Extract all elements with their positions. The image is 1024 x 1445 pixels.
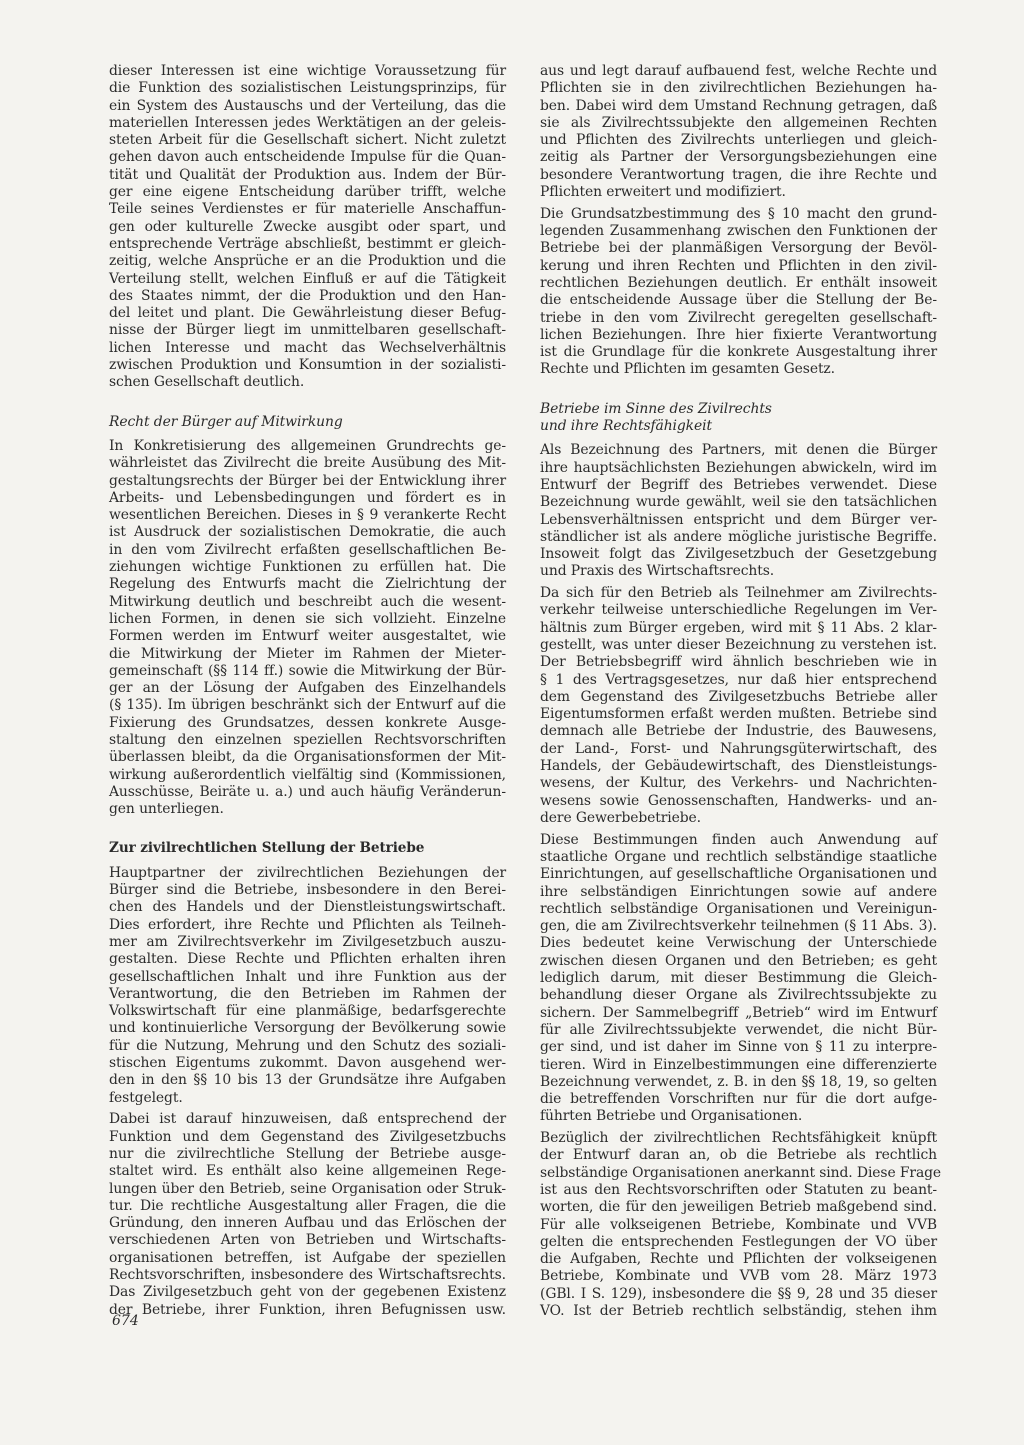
text-line: Das Zivilgesetzbuch geht von der gegebenen Existenz	[109, 1284, 506, 1301]
text-line: gesellschaftlichen Inhalt und ihre Funktion aus der	[109, 968, 506, 985]
text-line: gemeinschaft (§§ 114 ff.) sowie die Mitwirkung der Bür-	[109, 662, 506, 679]
paragraph	[109, 63, 506, 392]
text-line: Mitwirkung deutlich und beschreibt auch die wesent-	[109, 593, 506, 610]
paragraph	[540, 585, 937, 827]
text-line: behandlung dieser Organe als Zivilrechtssubjekte zu	[540, 987, 937, 1004]
text-line: für alle Zivilrechtssubjekte verwendet, die nicht Bür-	[540, 1021, 937, 1038]
text-line: (§ 135). Im übrigen beschränkt sich der Entwurf auf die	[109, 697, 506, 714]
text-line: ihre hauptsächlichsten Beziehungen abwickeln, wird im	[540, 459, 937, 476]
text-line: organisationen betreffen, ist Aufgabe der speziellen	[109, 1249, 506, 1266]
text-line: Pflichten erweitert und modifiziert.	[540, 184, 786, 201]
text-line: rechtlich selbständige Organisationen und Vereinigun-	[540, 900, 937, 917]
text-line: Volkswirtschaft für eine planmäßige, bedarfsgerechte	[109, 1003, 506, 1020]
text-line: mer am Zivilrechtsverkehr im Zivilgesetzbuch auszu-	[109, 933, 506, 950]
text-line: kerung und ihren Rechten und Pflichten in den zivil-	[540, 257, 937, 274]
text-line: Betriebe, Kombinate und VVB vom 28. März 1973	[540, 1268, 937, 1285]
text-line: sie als Zivilrechtssubjekte den allgemeinen Rechten	[540, 114, 937, 131]
text-line: In Konkretisierung des allgemeinen Grundrechts ge-	[109, 437, 506, 454]
text-line: selbständige Organisationen anerkannt sind. Diese Frage	[540, 1164, 942, 1181]
paragraph	[540, 832, 937, 1126]
text-line: Regelung des Entwurfs macht die Zielrichtung der	[109, 576, 506, 593]
heading-line: und ihre Rechtsfähigkeit	[540, 418, 712, 435]
text-line: und Pflichten des Zivilrechts unterliegen und gleich-	[540, 132, 937, 149]
text-line: gelten die entsprechenden Festlegungen der VO über	[540, 1233, 937, 1250]
text-line: Dies bedeutet keine Verwischung der Unterschiede	[540, 935, 937, 952]
text-line: zwischen Produktion und Konsumtion in der sozialisti-	[109, 357, 506, 374]
paragraph	[109, 1111, 506, 1319]
text-line: Funktion und dem Gegenstand des Zivilgesetzbuchs	[109, 1128, 506, 1145]
text-line: gen oder kulturelle Zwecke ausgibt oder spart, und	[109, 218, 506, 235]
text-line: des Staates nimmt, der die Produktion und den Han-	[109, 287, 506, 304]
text-line: VO. Ist der Betrieb rechtlich selbständig, stehen ihm	[540, 1303, 937, 1320]
text-line: gestalten. Diese Rechte und Pflichten erhalten ihren	[109, 951, 506, 968]
text-line: zeitig, welche Ansprüche er an die Produktion und die	[109, 253, 506, 270]
text-line: besondere Verantwortung tragen, die ihre Rechte und	[540, 166, 937, 183]
text-line: verkehr teilweise unterschiedliche Regelungen im Ver-	[540, 602, 937, 619]
text-line: gen, die am Zivilrechtsverkehr teilnehmen (§ 11 Abs. 3).	[540, 918, 937, 935]
text-line: Die Grundsatzbestimmung des § 10 macht den grund-	[540, 205, 937, 222]
text-line: dere Gewerbebetriebe.	[540, 809, 701, 826]
text-line: Dabei ist darauf hinzuweisen, daß entsprechend der	[109, 1111, 506, 1128]
text-line: Pflichten sie in den zivilrechtlichen Beziehungen ha-	[540, 80, 937, 97]
paragraph	[540, 1130, 942, 1320]
text-line: ihre selbständigen Einrichtungen sowie auf andere	[540, 883, 937, 900]
text-line: Diese Bestimmungen finden auch Anwendung auf	[540, 831, 937, 848]
text-line: der Entwurf daran an, ob die Betriebe als rechtlich	[540, 1147, 937, 1164]
text-line: Insoweit folgt das Zivilgesetzbuch der Gesetzgebung	[540, 546, 937, 563]
text-line: hältnis zum Bürger ergeben, wird mit § 11 Abs. 2 klar-	[540, 619, 937, 636]
text-line: rechtlichen Beziehungen deutlich. Er enthält insoweit	[540, 274, 937, 291]
page-number: 674	[112, 1313, 139, 1329]
section-heading	[109, 840, 506, 857]
text-line: Ausschüsse, Beiräte u. a.) und auch häufig Veränderun-	[109, 783, 506, 800]
text-line: tität und Qualität der Produktion aus. Indem der Bür-	[109, 166, 506, 183]
text-line: ger an der Lösung der Aufgaben des Einzelhandels	[109, 680, 506, 697]
text-line: tur. Die rechtliche Ausgestaltung aller Fragen, die die	[109, 1197, 506, 1214]
text-line: dem Gegenstand des Zivilgesetzbuchs Betriebe aller	[540, 688, 937, 705]
text-line: entsprechende Verträge abschließt, bestimmt er gleich-	[109, 235, 506, 252]
text-line: den in den §§ 10 bis 13 der Grundsätze ihre Aufgaben	[109, 1072, 506, 1089]
paragraph	[109, 438, 506, 819]
text-line: Entwurf der Begriff des Betriebes verwendet. Diese	[540, 476, 937, 493]
text-line: Verteilung stellt, welchen Einfluß er auf die Tätigkeit	[109, 270, 506, 287]
heading-line: Zur zivilrechtlichen Stellung der Betriebe	[109, 840, 425, 857]
text-line: die betreffenden Vorschriften nur für die dort aufge-	[540, 1091, 937, 1108]
text-line: gestaltungsrechts der Bürger bei der Entwicklung ihrer	[109, 472, 506, 489]
text-line: Hauptpartner der zivilrechtlichen Beziehungen der	[109, 864, 506, 881]
text-line: ständlicher ist als andere mögliche juristische Begriffe.	[540, 528, 937, 545]
text-line: lichen Interesse und macht das Wechselverhältnis	[109, 339, 506, 356]
text-line: die Aufgaben, Rechte und Pflichten der volkseigenen	[540, 1251, 937, 1268]
text-line: verschiedenen Arten von Betrieben und Wirtschafts-	[109, 1232, 506, 1249]
text-line: Bürger sind die Betriebe, insbesondere in den Berei-	[109, 882, 506, 899]
text-line: wesentlichen Bereichen. Dieses in § 9 verankerte Recht	[109, 507, 506, 524]
paragraph	[540, 442, 937, 580]
right-column	[540, 63, 942, 1320]
text-line: steten Arbeit für die Gesellschaft sichert. Nicht zuletzt	[109, 132, 506, 149]
text-line: ben. Dabei wird dem Umstand Rechnung getragen, daß	[540, 97, 937, 114]
text-line: ger eine eigene Entscheidung darüber trifft, welche	[109, 184, 506, 201]
text-line: gehen davon auch entscheidende Impulse für die Quan-	[109, 149, 506, 166]
text-line: Rechte und Pflichten im gesamten Gesetz.	[540, 361, 835, 378]
text-line: sichern. Der Sammelbegriff „Betrieb“ wird im Entwurf	[540, 1004, 937, 1021]
paragraph	[540, 63, 937, 201]
text-line: Dies erfordert, ihre Rechte und Pflichten als Teilneh-	[109, 916, 506, 933]
text-line: Formen werden im Entwurf weiter ausgestaltet, wie	[109, 628, 506, 645]
text-line: Arbeits- und Lebensbedingungen und fördert es in	[109, 489, 506, 506]
text-line: legenden Zusammenhang zwischen den Funktionen der	[540, 223, 937, 240]
text-line: (GBl. I S. 129), insbesondere die §§ 9, 28 und 35 dieser	[540, 1285, 937, 1302]
text-line: Als Bezeichnung des Partners, mit denen die Bürger	[540, 442, 937, 459]
text-line: ziehungen wichtige Funktionen zu erfüllen hat. Die	[109, 559, 506, 576]
text-line: staltet wird. Es enthält also keine allgemeinen Rege-	[109, 1163, 506, 1180]
text-line: die entscheidende Aussage über die Stellung der Be-	[540, 292, 937, 309]
text-line: in den vom Zivilrecht erfaßten gesellschaftlichen Be-	[109, 541, 506, 558]
section-heading	[540, 401, 937, 436]
text-line: Der Betriebsbegriff wird ähnlich beschrieben wie in	[540, 654, 937, 671]
paragraph	[540, 206, 937, 379]
text-line: schen Gesellschaft deutlich.	[109, 374, 305, 391]
text-line: zwischen diesen Organen und den Betrieben; es geht	[540, 952, 937, 969]
text-line: Verantwortung, die den Betrieben im Rahmen der	[109, 985, 506, 1002]
text-line: lungen über den Betrieb, seine Organisation oder Struk-	[109, 1180, 506, 1197]
text-line: Handels, der Gebäudewirtschaft, des Dienstleistungs-	[540, 758, 937, 775]
text-line: tieren. Wird in Einzelbestimmungen eine differenzierte	[540, 1056, 937, 1073]
text-line: gestellt, was unter dieser Bezeichnung zu verstehen ist.	[540, 636, 937, 653]
text-line: ein System des Austauschs und der Verteilung, das die	[109, 97, 506, 114]
text-line: und kontinuierliche Versorgung der Bevölkerung sowie	[109, 1020, 506, 1037]
heading-line: Betriebe im Sinne des Zivilrechts	[540, 400, 772, 417]
text-line: Bezeichnung wurde gewählt, weil sie den tatsächlichen	[540, 494, 937, 511]
text-line: Bezeichnung verwendet, z. B. in den §§ 18, 19, so gelten	[540, 1073, 937, 1090]
text-line: und Praxis des Wirtschaftsrechts.	[540, 563, 775, 580]
text-line: Fixierung des Grundsatzes, dessen konkrete Ausge-	[109, 714, 506, 731]
text-line: del leitet und plant. Die Gewährleistung dieser Befug-	[109, 305, 506, 322]
text-line: wesens sowie Genossenschaften, Handwerks- und an-	[540, 792, 937, 809]
text-line: materiellen Interessen jedes Werktätigen an der geleis-	[109, 114, 506, 131]
paragraph	[109, 865, 506, 1107]
text-line: Gründung, den inneren Aufbau und das Erlöschen der	[109, 1215, 506, 1232]
text-line: lichen Formen, in denen sie sich vollzieht. Einzelne	[109, 610, 506, 627]
text-line: demnach alle Betriebe der Industrie, des Bauwesens,	[540, 723, 937, 740]
text-line: dieser Interessen ist eine wichtige Voraussetzung für	[109, 63, 506, 79]
text-line: die Mitwirkung der Mieter im Rahmen der Mieter-	[109, 645, 506, 662]
text-line: Für alle volkseigenen Betriebe, Kombinate und VVB	[540, 1216, 937, 1233]
text-line: chen des Handels und der Dienstleistungswirtschaft.	[109, 899, 506, 916]
text-line: zeitig als Partner der Versorgungsbeziehungen eine	[540, 149, 937, 166]
text-line: triebe in den vom Zivilrecht geregelten gesellschaft-	[540, 309, 937, 326]
text-line: Eigentumsformen erfaßt werden mußten. Betriebe sind	[540, 706, 937, 723]
text-line: lichen Beziehungen. Ihre hier fixierte Verantwortung	[540, 326, 937, 343]
text-line: der Land-, Forst- und Nahrungsgüterwirtschaft, des	[540, 740, 937, 757]
text-line: Einrichtungen, auf gesellschaftliche Organisationen und	[540, 866, 937, 883]
text-line: staatliche Organe und rechtlich selbständige staatliche	[540, 848, 937, 865]
text-line: Teile seines Verdienstes er für materielle Anschaffun-	[109, 201, 506, 218]
text-line: wirkung außerordentlich vielfältig sind (Kommissionen,	[109, 766, 506, 783]
text-line: ist die Grundlage für die konkrete Ausgestaltung ihrer	[540, 344, 937, 361]
text-line: Lebensverhältnissen entspricht und dem Bürger ver-	[540, 511, 937, 528]
heading-line: Recht der Bürger auf Mitwirkung	[109, 413, 343, 430]
text-line: ist aus den Rechtsvorschriften oder Statuten zu beant-	[540, 1181, 937, 1198]
text-line: aus und legt darauf aufbauend fest, welche Rechte und	[540, 63, 937, 79]
text-line: überlassen bleibt, da die Organisationsformen der Mit-	[109, 749, 506, 766]
text-line: nisse der Bürger liegt im unmittelbaren gesellschaft-	[109, 322, 506, 339]
text-line: gen unterliegen.	[109, 801, 224, 818]
text-line: staltung den einzelnen speziellen Rechtsvorschriften	[109, 731, 506, 748]
text-line: führten Betriebe und Organisationen.	[540, 1108, 803, 1125]
text-line: wesens, der Kultur, des Verkehrs- und Nachrichten-	[540, 775, 937, 792]
text-line: währleistet das Zivilrecht die breite Ausübung des Mit-	[109, 455, 506, 472]
left-column	[109, 63, 506, 1319]
text-line: worten, die für den jeweiligen Betrieb maßgebend sind.	[540, 1199, 937, 1216]
text-line: ist Ausdruck der sozialistischen Demokratie, die auch	[109, 524, 506, 541]
text-line: ger sind, und ist daher im Sinne von § 11 zu interpre-	[540, 1039, 937, 1056]
text-line: festgelegt.	[109, 1089, 183, 1106]
text-line: lediglich darum, mit dieser Bestimmung die Gleich-	[540, 970, 937, 987]
text-line: § 1 des Vertragsgesetzes, nur daß hier entsprechend	[540, 671, 937, 688]
text-line: der Betriebe, ihrer Funktion, ihren Befugnissen usw.	[109, 1301, 506, 1318]
text-line: Rechtsvorschriften, insbesondere des Wirtschaftsrechts.	[109, 1266, 506, 1283]
text-line: Bezüglich der zivilrechtlichen Rechtsfähigkeit knüpft	[540, 1130, 937, 1147]
section-heading	[109, 414, 506, 431]
text-line: die Funktion des sozialistischen Leistungsprinzips, für	[109, 80, 506, 97]
text-line: Da sich für den Betrieb als Teilnehmer am Zivilrechts-	[540, 585, 937, 602]
text-line: für die Nutzung, Mehrung und den Schutz des soziali-	[109, 1037, 506, 1054]
text-line: Betriebe bei der planmäßigen Versorgung der Bevöl-	[540, 240, 937, 257]
text-line: nur die zivilrechtliche Stellung der Betriebe ausge-	[109, 1145, 506, 1162]
text-line: stischen Eigentums zukommt. Davon ausgehend wer-	[109, 1055, 506, 1072]
